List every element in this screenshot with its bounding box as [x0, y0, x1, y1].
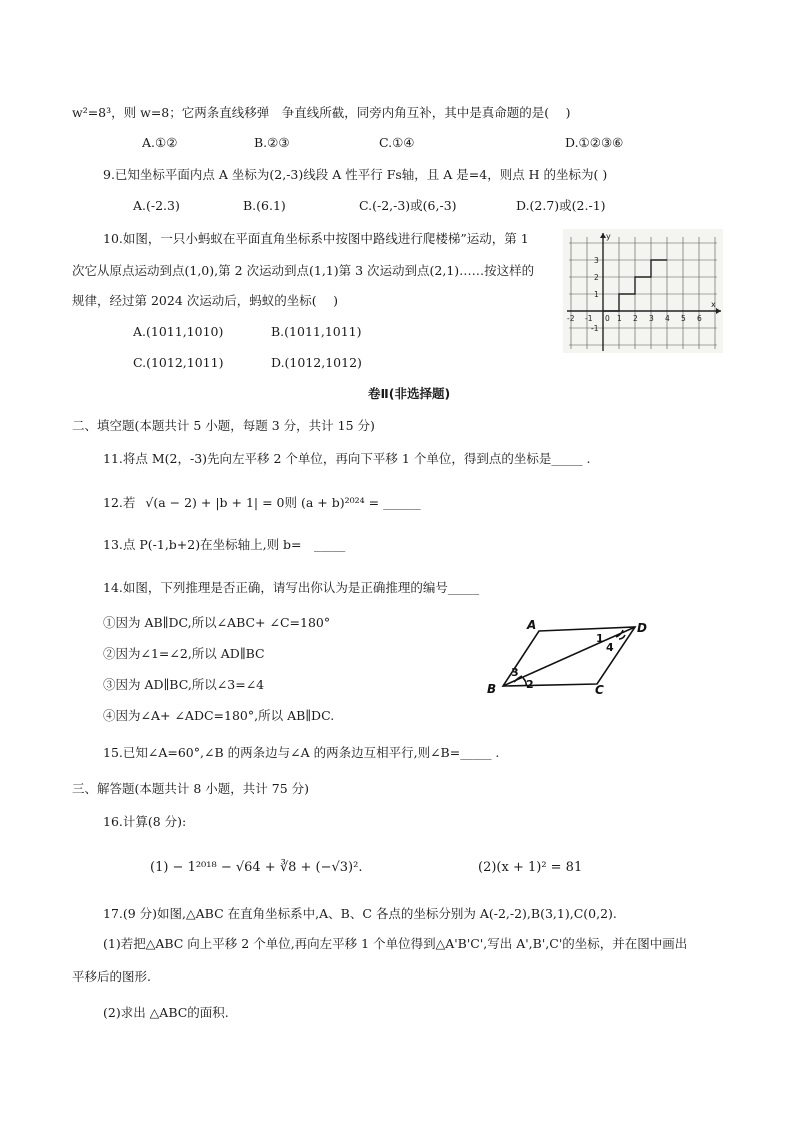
- section-solution-heading: 三、解答题(本题共计 8 小题，共计 75 分): [72, 781, 310, 796]
- grid-tick-x-4: 4: [665, 314, 670, 323]
- question-10-line-3: 规律，经过第 2024 次运动后，蚂蚁的坐标( ): [72, 293, 338, 308]
- angle-4-label: 4: [606, 641, 614, 654]
- q16-part-1: (1) − 1²⁰¹⁸ − √64 + ∛8 + (−√3)².: [150, 860, 363, 875]
- q8-option-a: A.①②: [142, 135, 178, 150]
- question-10-line-1: 10.如图，一只小蚂蚁在平面直角坐标系中按图中路线进行爬楼梯”运动，第 1: [103, 231, 529, 246]
- q9-option-a: A.(-2.3): [133, 198, 180, 213]
- question-14: 14.如图，下列推理是否正确，请写出你认为是正确推理的编号_____: [103, 580, 480, 595]
- parallelogram-figure: [483, 614, 653, 696]
- question-10-line-2: 次它从原点运动到点(1,0),第 2 次运动到点(1,1)第 3 次运动到点(2,1)……按这样的: [72, 263, 535, 278]
- question-12: [103, 494, 421, 512]
- section-2-title: 卷Ⅱ(非选择题): [368, 386, 451, 401]
- grid-tick-x-0: 0: [605, 314, 610, 323]
- q16-part-2: (2)(x + 1)² = 81: [478, 860, 583, 875]
- vertex-a-label: A: [527, 618, 537, 632]
- q10-option-d: D.(1012,1012): [271, 355, 362, 370]
- grid-tick-x-6: 6: [697, 314, 702, 323]
- q17-part-2: (2)求出 △ABC的面积.: [103, 1005, 229, 1020]
- q9-option-d: D.(2.7)或(2.-1): [516, 198, 606, 213]
- grid-x-axis-label: x: [711, 300, 716, 309]
- grid-y-axis-label: y: [606, 232, 611, 241]
- grid-tick-y-neg1: -1: [591, 324, 599, 333]
- q9-option-b: B.(6.1): [243, 198, 286, 213]
- q10-option-b: B.(1011,1011): [271, 324, 362, 339]
- q14-statement-1: ①因为 AB∥DC,所以∠ABC+ ∠C=180°: [103, 615, 331, 630]
- q8-option-d: D.①②③⑥: [565, 135, 624, 150]
- question-17: 17.(9 分)如图,△ABC 在直角坐标系中,A、B、C 各点的坐标分别为 A(-2,-2),B(3,1),C(0,2).: [103, 906, 617, 921]
- grid-tick-y-1: 1: [594, 290, 599, 299]
- angle-3-label: 3: [511, 666, 519, 679]
- angle-2-label: 2: [526, 678, 534, 691]
- q9-option-c: C.(-2,-3)或(6,-3): [359, 198, 457, 213]
- section-fill-in-heading: 二、填空题(本题共计 5 小题，每题 3 分，共计 15 分): [72, 418, 375, 433]
- question-16: 16.计算(8 分):: [103, 814, 187, 829]
- vertex-d-label: D: [637, 621, 647, 635]
- q8-option-b: B.②③: [254, 135, 290, 150]
- q17-part-1-line-2: 平移后的图形.: [72, 969, 151, 984]
- q14-statement-4: ④因为∠A+ ∠ADC=180°,所以 AB∥DC.: [103, 708, 335, 723]
- q8-option-c: C.①④: [379, 135, 415, 150]
- grid-tick-x-neg1: -1: [585, 314, 593, 323]
- q12-prefix: 12.若: [103, 495, 136, 510]
- question-11: 11.将点 M(2，-3)先向左平移 2 个单位，再向下平移 1 个单位，得到点的坐标是_____ .: [103, 451, 591, 466]
- question-8-tail: w²=8³，则 w=8；它两条直线移弹 争直线所截，同旁内角互补，其中是真命题的是( ): [72, 105, 571, 120]
- angle-1-label: 1: [596, 632, 604, 645]
- grid-tick-x-5: 5: [681, 314, 686, 323]
- grid-tick-x-2: 2: [633, 314, 638, 323]
- grid-tick-y-2: 2: [594, 273, 599, 282]
- q10-option-c: C.(1012,1011): [133, 355, 224, 370]
- q10-option-a: A.(1011,1010): [133, 324, 224, 339]
- grid-tick-x-1: 1: [617, 314, 622, 323]
- q12-math: √(a − 2) + |b + 1| = 0则 (a + b)²⁰²⁴ = ______: [145, 495, 421, 510]
- vertex-c-label: C: [595, 683, 604, 696]
- grid-tick-y-3: 3: [594, 256, 599, 265]
- q14-statement-2: ②因为∠1=∠2,所以 AD∥BC: [103, 646, 265, 661]
- staircase-grid-figure: [563, 229, 723, 353]
- q17-part-1-line-1: (1)若把△ABC 向上平移 2 个单位,再向左平移 1 个单位得到△A'B'C',写出 A',B',C'的坐标，并在图中画出: [103, 936, 688, 951]
- question-13: 13.点 P(-1,b+2)在坐标轴上,则 b= _____: [103, 537, 346, 552]
- question-15: 15.已知∠A=60°,∠B 的两条边与∠A 的两条边互相平行,则∠B=_____ .: [103, 745, 500, 760]
- q14-statement-3: ③因为 AD∥BC,所以∠3=∠4: [103, 677, 265, 692]
- grid-tick-x-neg2: -2: [567, 314, 575, 323]
- grid-tick-x-3: 3: [649, 314, 654, 323]
- question-9: 9.已知坐标平面内点 A 坐标为(2,-3)线段 A 性平行 Fs轴，且 A 是=4，则点 H 的坐标为( ): [103, 167, 608, 182]
- vertex-b-label: B: [487, 682, 497, 696]
